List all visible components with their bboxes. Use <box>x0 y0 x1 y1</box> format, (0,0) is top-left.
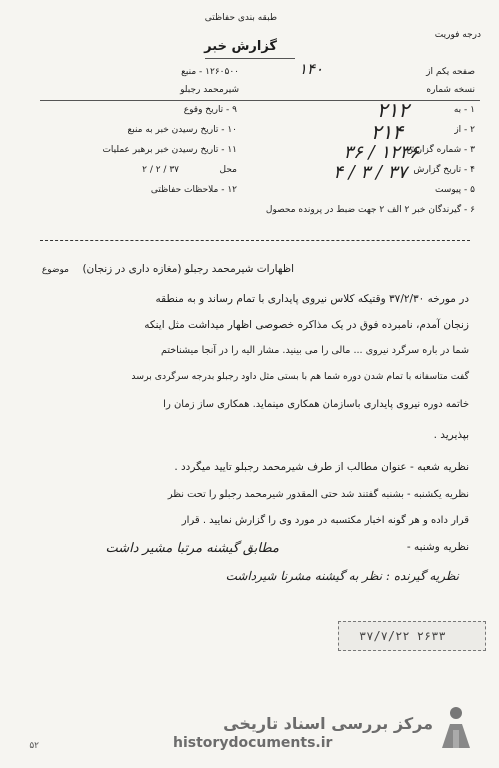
signature-line-2: نظریه گیرنده : نظر به گیشنه مشرنا شیرداشت <box>225 569 459 583</box>
stamp-text: ۳۷/۷/۲۲ ۲۶۳۳ <box>359 629 446 643</box>
place-value: ۳۷ / ۲ / ۲ <box>142 165 179 175</box>
header-rule <box>40 100 480 101</box>
body-line-5: خاتمه دوره نیروی پایداری باسازمان همکاری مینماید. همکاری ساز زمان را <box>163 399 469 410</box>
note-line-3: قرار داده و هر گونه اخبار مکتسبه در مورد وی را گزارش نمایید . قرار <box>181 515 469 526</box>
source-name-field: شیرمحمد رجبلو <box>180 85 239 95</box>
watermark <box>173 714 433 751</box>
field-5: ۵ - پیوست <box>434 185 475 195</box>
field-11: ۱۱ - تاریخ رسیدن خبر برهبر عملیات <box>102 145 237 155</box>
classification-label: طبقه بندی حفاظتی <box>204 13 277 23</box>
field-3: ۳ - شماره گزارش <box>406 145 475 155</box>
watermark-title: مرکز بررسی اسناد تاریخی <box>223 714 433 733</box>
sheet-label: صفحه یکم از <box>426 67 475 77</box>
body-line-3: شما در باره سرگرد نیروی ... مالی را می بینید. مشار الیه را در آنجا میشناختم <box>160 345 469 356</box>
field-4: ۴ - تاریخ گزارش <box>413 165 475 175</box>
handwritten-date: ۳۷ / ۳ / ۴ <box>333 162 407 183</box>
signature-line-1: مطابق گیشنه مرتبا مشیر داشت <box>105 541 279 556</box>
handwritten-header-num: ۱۴۰ <box>298 60 323 78</box>
field-6: ۶ - گیرندگان خبر ۲ الف ۲ جهت ضبط در پرونده محصول <box>265 205 475 215</box>
source-number-field: ۱۲۶۰۵۰۰ - منبع <box>181 67 239 77</box>
field-9: ۹ - تاریخ وقوع <box>183 105 237 115</box>
place-label: محل <box>219 165 237 175</box>
archive-stamp <box>338 621 486 651</box>
urgency-label: درجه فوریت <box>434 30 481 40</box>
subject-label: موضوع <box>41 265 69 275</box>
body-line-2: زنجان آمدم، نامبرده فوق در یک مذاکره خصوصی اظهار میداشت مثل اینکه <box>144 319 469 331</box>
handwritten-number: ۱۲۳۶ / ۳۶ <box>343 142 419 163</box>
watermark-url: historydocuments.ir <box>173 735 333 751</box>
body-line-6: بپذیرید . <box>433 429 469 441</box>
watermark-logo-icon <box>436 704 476 750</box>
handwritten-to: ۲۱۲ <box>376 98 409 122</box>
field-1: ۱ - به <box>453 105 475 115</box>
field-10: ۱۰ - تاریخ رسیدن خبر به منبع <box>127 125 237 135</box>
field-12: ۱۲ - ملاحظات حفاظتی <box>150 185 237 195</box>
body-line-4: گفت متاسفانه با تمام شدن دوره شما هم با بستی مثل داود رجبلو بدرجه سرگردی برسد <box>131 371 469 382</box>
field-2: ۲ - از <box>454 125 475 135</box>
page-number: ۵۲ <box>29 741 39 751</box>
copy-label: نسخه شماره <box>426 85 475 95</box>
note-line-4: نظریه وشنبه - <box>406 541 469 553</box>
separator-line <box>40 240 470 241</box>
note-line-2: نظریه یکشنبه - بشنبه گفتند شد حتی المقدور شیرمحمد رجبلو را تحت نظر <box>167 489 469 500</box>
note-line-1: نظریه شعبه - عنوان مطالب از طرف شیرمحمد رجبلو تایید میگردد . <box>174 461 469 473</box>
body-line-1: در مورخه ۳۷/۲/۳۰ وقتیکه کلاس نیروی پایداری با تمام رساند و به منطقه <box>155 293 469 305</box>
subject-text: اظهارات شیرمحمد رجبلو (مغازه داری در زنجان) <box>82 263 294 275</box>
handwritten-from: ۲۱۴ <box>370 120 403 144</box>
report-title: گزارش خبر <box>204 39 277 54</box>
header-underline <box>205 58 295 59</box>
